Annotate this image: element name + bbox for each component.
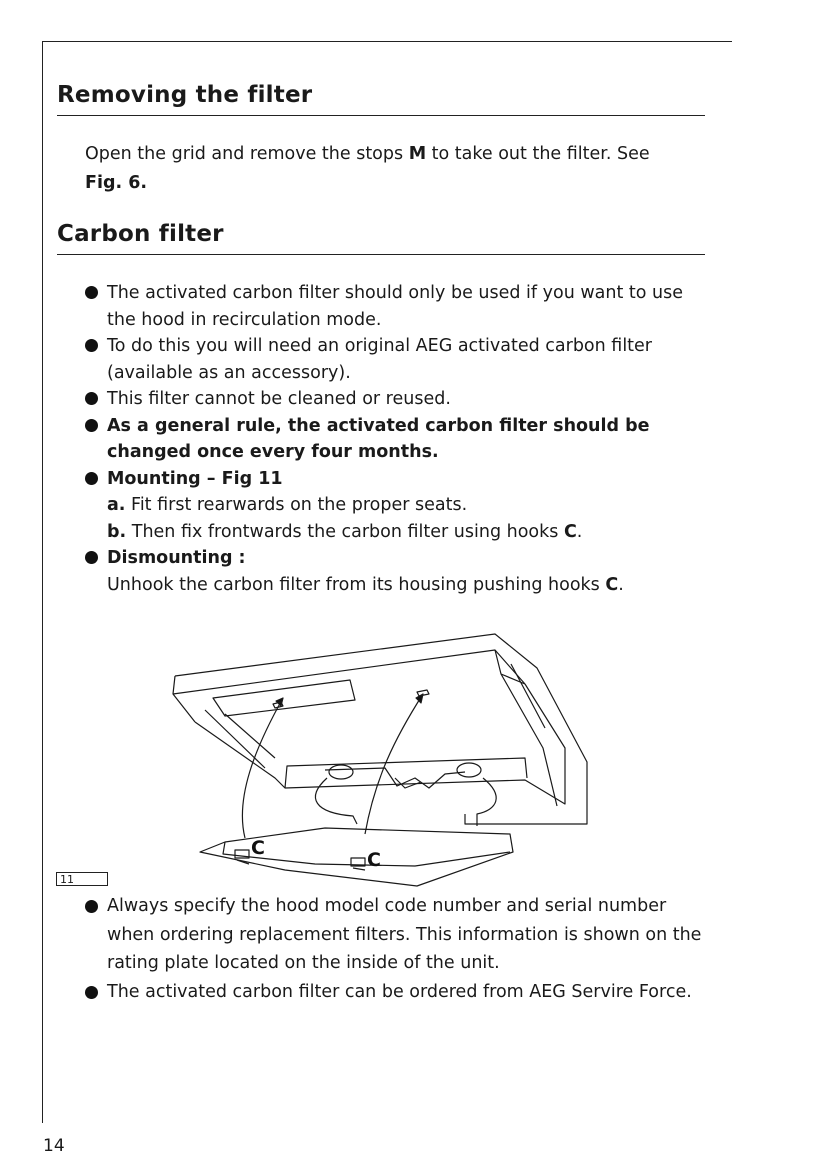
removing-text-1: Open the grid and remove the stops [85, 144, 409, 164]
list-item [85, 386, 710, 413]
bullet-text: The activated carbon filter can be ordered from AEG Servire Force. [107, 981, 692, 1002]
step-label: b. [107, 521, 127, 542]
bullet-text: This filter cannot be cleaned or reused. [107, 389, 451, 409]
carbon-filter-heading: Carbon filter [57, 221, 224, 247]
hook-label: C [605, 574, 619, 595]
list-item [85, 280, 710, 333]
hook-label-left: C [251, 837, 265, 859]
step-text: Fit first rearwards on the proper seats. [125, 495, 468, 515]
step-label: a. [107, 495, 126, 515]
dismounting-text [107, 572, 710, 599]
bullet-text: Always specify the hood model code number and serial number when ordering replacement filters. This information is shown on the rating plate located on the inside of the unit. [107, 896, 702, 973]
removing-filter-heading: Removing the filter [57, 82, 313, 108]
figure-number-label: 11 [56, 872, 108, 886]
stop-label-m: M [408, 144, 427, 164]
bullet-dot-icon [85, 392, 98, 405]
carbon-filter-rule [57, 254, 705, 255]
bullet-dot-icon [85, 986, 98, 999]
bullet-dot-icon [85, 472, 98, 485]
notes-list [85, 892, 710, 1006]
left-border-rule [42, 41, 43, 1123]
hook-label: C [563, 521, 577, 542]
bullet-text: The activated carbon filter should only be used if you want to use the hood in recirculation mode. [107, 283, 684, 330]
page-number: 14 [43, 1136, 65, 1156]
list-item-mounting [85, 466, 710, 546]
bullet-text: As a general rule, the activated carbon filter should be changed once every four months. [107, 415, 650, 462]
list-item [85, 333, 710, 386]
arrow-right [365, 694, 423, 834]
bullet-dot-icon [85, 419, 98, 432]
fig-6-reference: Fig. 6. [85, 173, 148, 193]
removing-text-2: to take out the filter. See [426, 144, 650, 164]
bullet-dot-icon [85, 551, 98, 564]
hood-outline [175, 634, 587, 824]
bullet-dot-icon [85, 286, 98, 299]
dismounting-end: . [618, 574, 624, 595]
dismounting-body: Unhook the carbon filter from its housing pushing hooks [107, 574, 606, 595]
bullet-text: To do this you will need an original AEG activated carbon filter (available as an accessory). [107, 336, 653, 383]
dismounting-title: Dismounting : [107, 548, 246, 568]
step-text: Then fix frontwards the carbon filter using hooks [126, 521, 564, 542]
mounting-step-a [107, 492, 710, 519]
removing-filter-paragraph [85, 140, 705, 198]
mounting-step-b [107, 519, 710, 546]
step-end: . [576, 521, 583, 542]
list-item [85, 892, 710, 978]
carbon-filter-figure [165, 628, 595, 890]
arrow-left [242, 698, 283, 838]
list-item [85, 413, 710, 466]
mounting-title: Mounting – Fig 11 [107, 468, 283, 489]
list-item [85, 978, 710, 1007]
hook-label-right: C [367, 849, 381, 871]
removing-filter-rule [57, 115, 705, 116]
carbon-filter-list [85, 280, 710, 598]
bullet-dot-icon [85, 339, 98, 352]
top-border-rule [42, 41, 732, 42]
bullet-dot-icon [85, 900, 98, 913]
list-item-dismounting [85, 545, 710, 598]
